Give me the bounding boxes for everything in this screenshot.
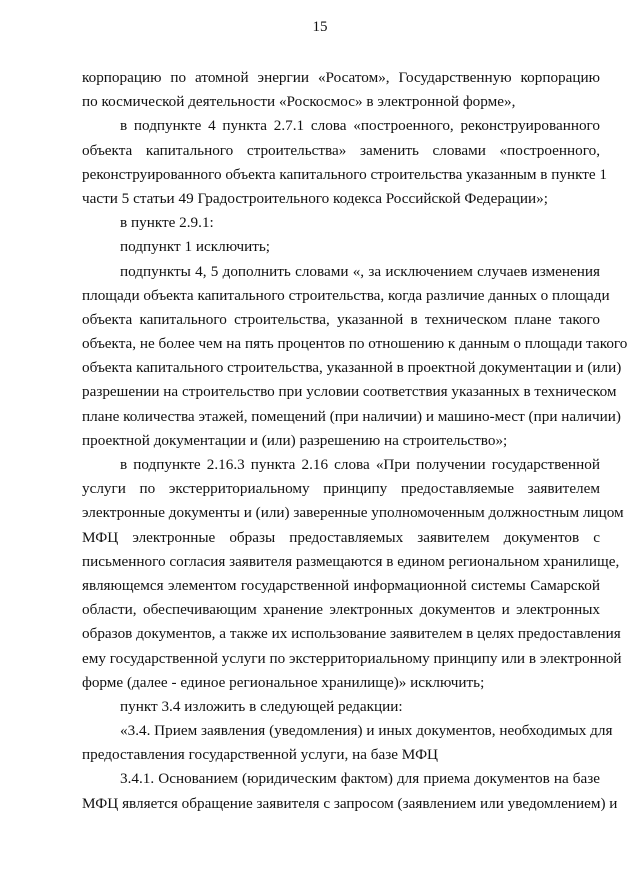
text-line: подпункт 1 исключить; xyxy=(120,238,271,256)
document-body xyxy=(82,66,628,816)
text-line: в подпункте 2.16.3 пункта 2.16 слова «При получении государственной xyxy=(120,456,600,473)
text-line: корпорацию по атомной энергии «Росатом», Государственную корпорацию xyxy=(82,69,600,86)
text-line: ему государственной услуги по экстерриториальному принципу или в электронной xyxy=(82,649,622,667)
text-line: МФЦ является обращение заявителя с запросом (заявлением или уведомлением) и xyxy=(82,794,618,812)
page-number: 15 xyxy=(312,19,328,35)
text-line: реконструированного объекта капитального строительства указанным в пункте 1 xyxy=(82,165,608,183)
text-line: подпункты 4, 5 дополнить словами «, за исключением случаев изменения xyxy=(120,262,600,280)
text-line: в пункте 2.9.1: xyxy=(120,214,214,232)
text-line: области, обеспечивающим хранение электронных документов и электронных xyxy=(82,601,600,619)
text-line: электронные документы и (или) заверенные уполномоченным должностным лицом xyxy=(82,504,624,522)
text-line: МФЦ электронные образы предоставляемых заявителем документов с xyxy=(82,528,600,546)
text-line: объекта капитального строительства» заменить словами «построенного, xyxy=(82,141,600,159)
text-line: в подпункте 4 пункта 2.7.1 слова «построенного, реконструированного xyxy=(120,117,600,135)
text-line: объекта, не более чем на пять процентов по отношению к данным о площади такого xyxy=(82,335,628,353)
text-line: образов документов, а также их использование заявителем в целях предоставления xyxy=(82,625,621,643)
text-line: проектной документации и (или) разрешению на строительство»; xyxy=(82,431,508,449)
text-line: «3.4. Прием заявления (уведомления) и иных документов, необходимых для xyxy=(120,722,613,740)
text-line: 3.4.1. Основанием (юридическим фактом) для приема документов на базе xyxy=(120,770,600,788)
text-line: предоставления государственной услуги, на базе МФЦ xyxy=(82,746,439,764)
text-line: являющемся элементом государственной информационной системы Самарской xyxy=(82,576,600,594)
text-line: объекта капитального строительства, указанной в проектной документации и (или) xyxy=(82,359,622,377)
text-line: услуги по экстерриториальному принципу предоставляемые заявителем xyxy=(82,480,600,498)
text-line: части 5 статьи 49 Градостроительного кодекса Российской Федерации»; xyxy=(82,189,548,207)
text-line: разрешении на строительство при условии соответствия указанных в техническом xyxy=(82,383,617,401)
text-line: письменного согласия заявителя размещаются в едином региональном хранилище, xyxy=(82,552,620,570)
text-line: площади объекта капитального строительства, когда различие данных о площади xyxy=(82,286,610,304)
text-line: форме (далее - единое региональное хранилище)» исключить; xyxy=(82,673,485,691)
text-line: объекта капитального строительства, указанной в техническом плане такого xyxy=(82,310,600,328)
text-line: по космической деятельности «Роскосмос» в электронной форме», xyxy=(82,93,516,111)
text-line: пункт 3.4 изложить в следующей редакции: xyxy=(120,697,403,715)
text-line: плане количества этажей, помещений (при наличии) и машино-мест (при наличии) xyxy=(82,407,621,425)
